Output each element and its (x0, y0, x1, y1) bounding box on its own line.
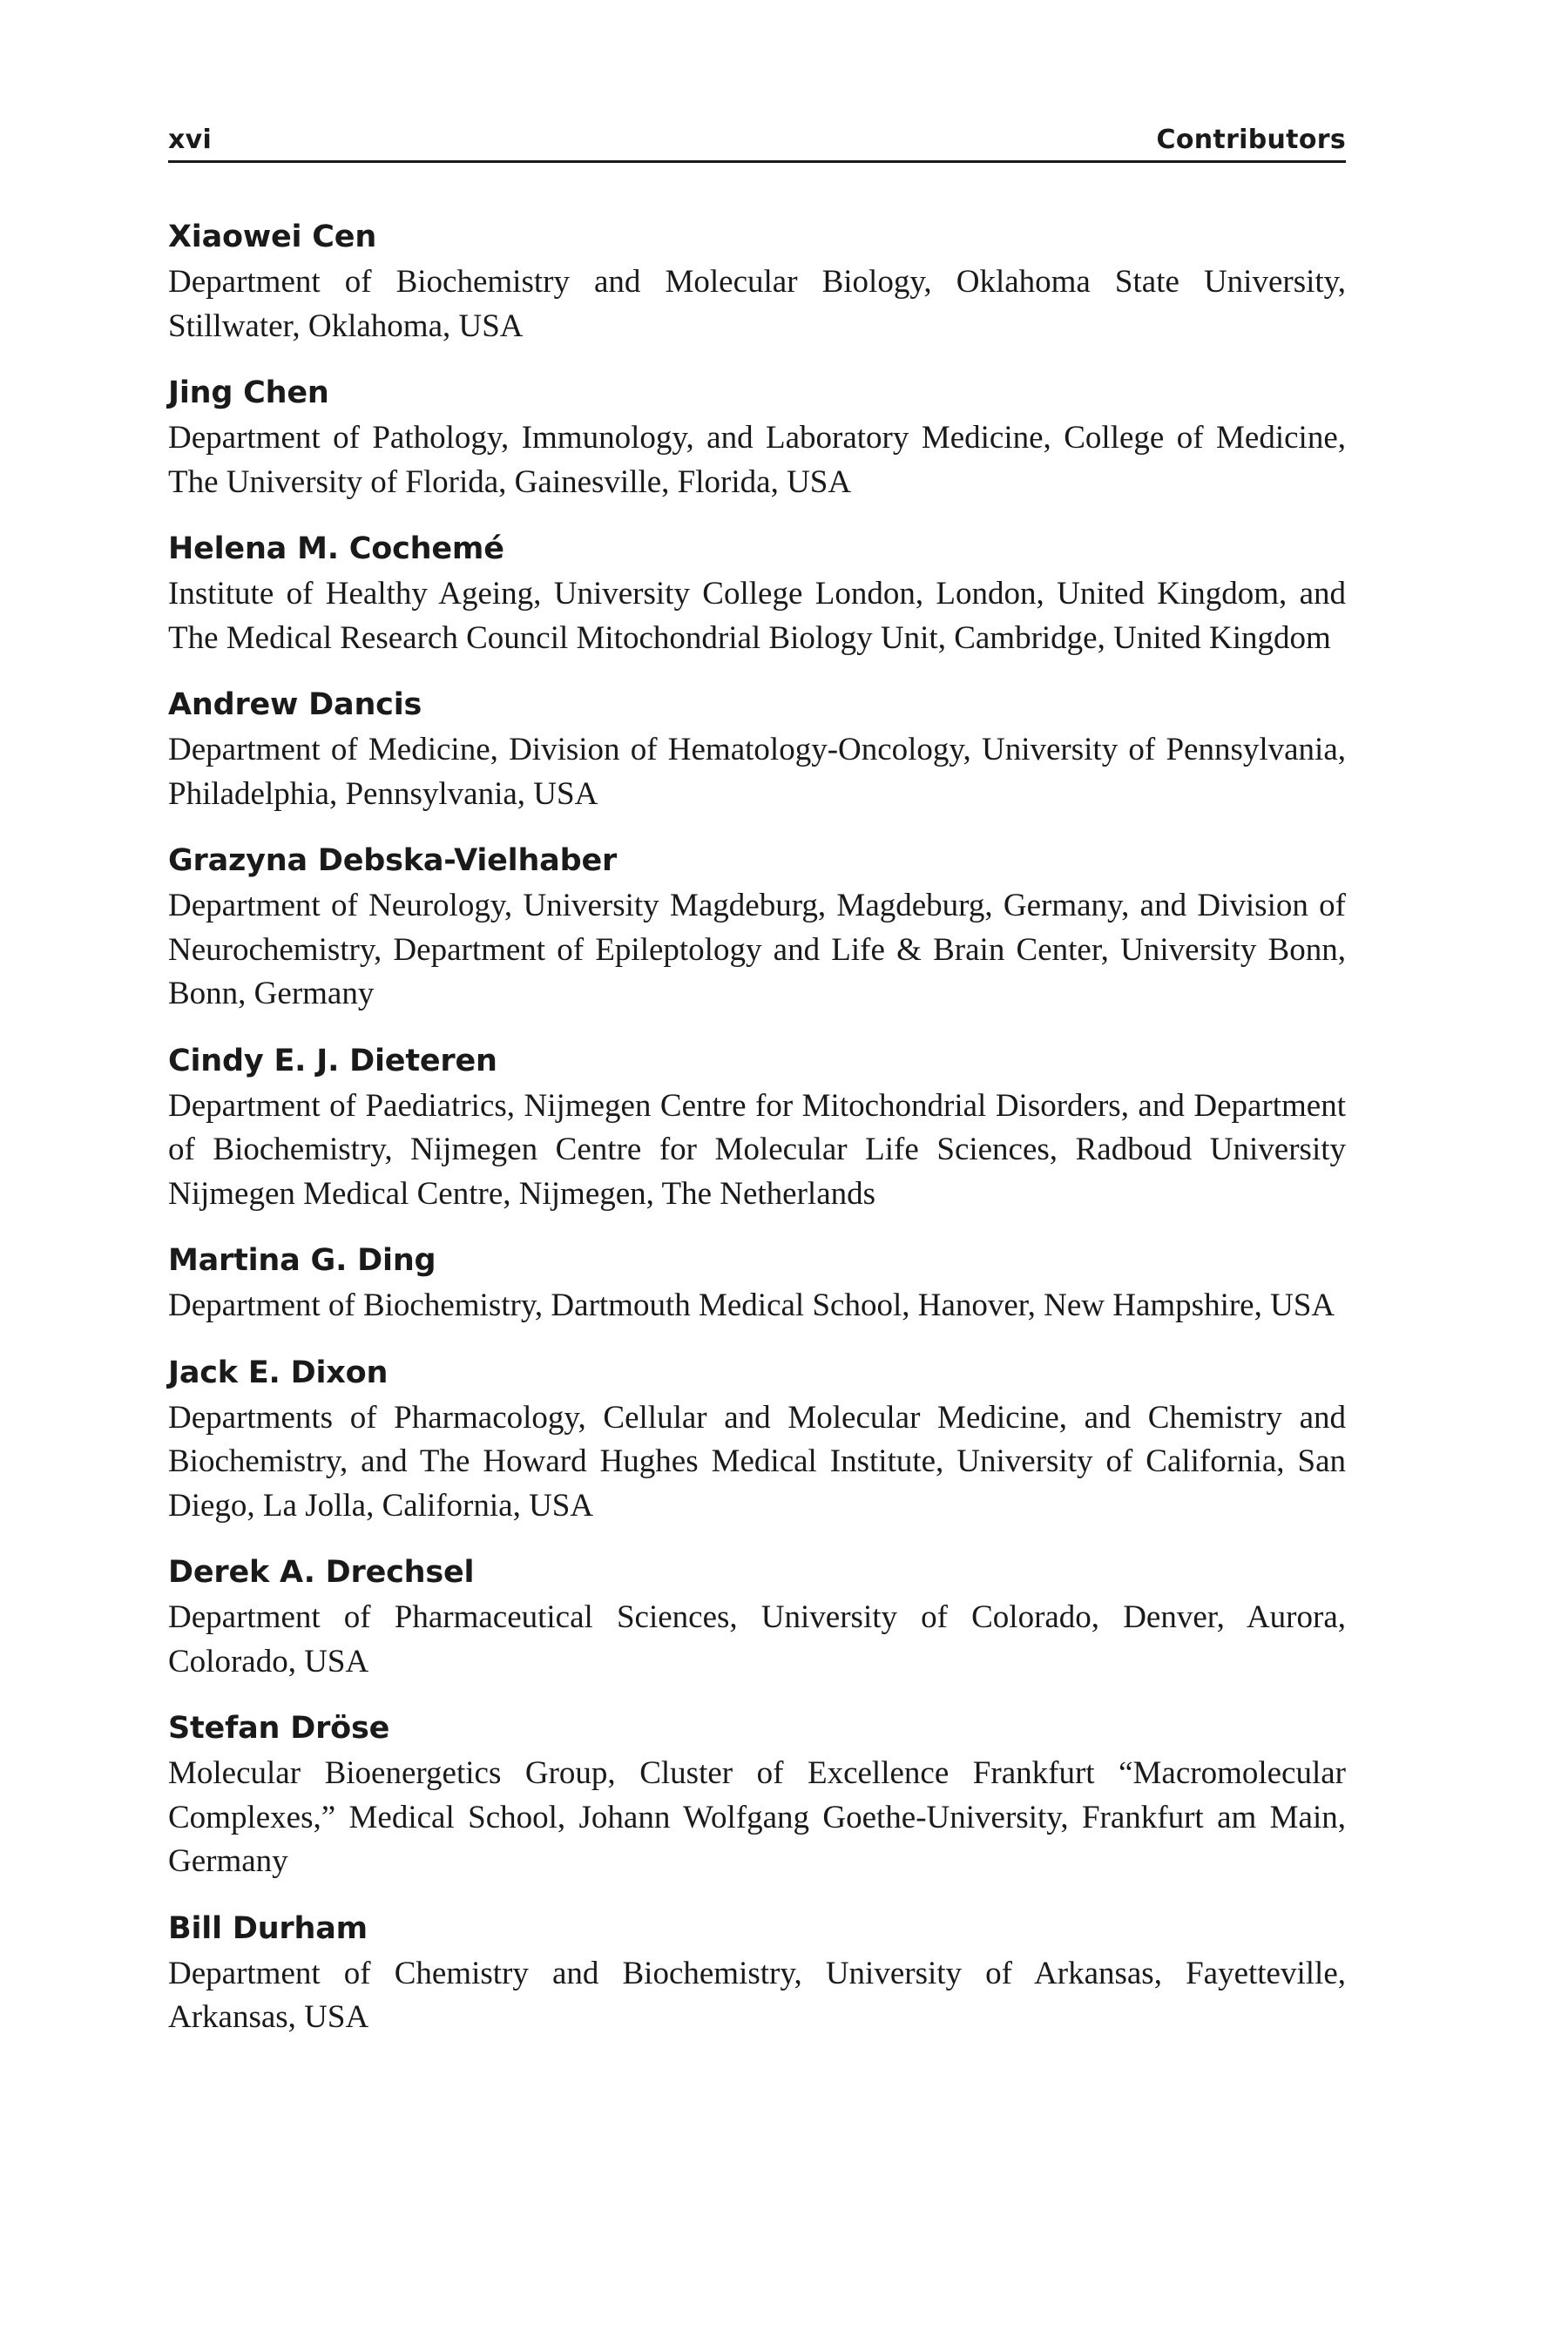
contributor-name: Cindy E. J. Dieteren (168, 1043, 497, 1078)
contributor-affiliation: Department of Neurology, University Magdeburg, Magdeburg, Germany, and Division of Neurochemistry, Department of Epileptology and Life & Brain Center, University Bonn, Bonn, Germany (168, 888, 1346, 1011)
contributor-entry (168, 1041, 1346, 1217)
page-number: xvi (168, 125, 213, 155)
running-title: Contributors (1156, 125, 1346, 155)
running-header (168, 112, 1346, 163)
contributor-affiliation: Department of Biochemistry, Dartmouth Medical School, Hanover, New Hampshire, USA (168, 1288, 1335, 1323)
contributor-entry (168, 841, 1346, 1017)
contributor-affiliation: Department of Paediatrics, Nijmegen Centre for Mitochondrial Disorders, and Department of Biochemistry, Nijmegen Centre for Molecular Life Sciences, Radboud University Nijmegen Medical Centre, Nijmegen, The Netherlands (168, 1087, 1346, 1212)
contributor-name: Bill Durham (168, 1910, 368, 1946)
contributor-name: Derek A. Drechsel (168, 1555, 475, 1590)
contributor-name: Xiaowei Cen (168, 220, 377, 254)
contributor-affiliation: Department of Pharmaceutical Sciences, University of Colorado, Denver, Aurora, Colorado, USA (168, 1599, 1346, 1680)
contributor-entry (168, 373, 1346, 504)
contributor-affiliation: Molecular Bioenergetics Group, Cluster of Excellence Frankfurt “Macromolecular Complexes,” Medical School, Johann Wolfgang Goethe-University, Frankfurt am Main, Germany (168, 1755, 1346, 1879)
contributor-affiliation: Department of Biochemistry and Molecular Biology, Oklahoma State University, Stillwater, Oklahoma, USA (168, 264, 1346, 344)
contributor-affiliation: Institute of Healthy Ageing, University College London, London, United Kingdom, and The Medical Research Council Mitochondrial Biology Unit, Cambridge, United Kingdom (168, 576, 1346, 656)
contributor-name: Jack E. Dixon (168, 1355, 389, 1390)
contributor-affiliation: Department of Pathology, Immunology, and Laboratory Medicine, College of Medicine, The University of Florida, Gainesville, Florida, USA (168, 420, 1346, 500)
contributor-name: Stefan Dröse (168, 1711, 390, 1746)
contributor-affiliation: Departments of Pharmacology, Cellular and Molecular Medicine, and Chemistry and Biochemistry, and The Howard Hughes Medical Institute, University of California, San Diego, La Jolla, California, USA (168, 1399, 1346, 1524)
contributor-entry (168, 1708, 1346, 1884)
contributor-name: Martina G. Ding (168, 1243, 436, 1278)
contributor-name: Helena M. Cochemé (168, 531, 504, 566)
contributor-entry (168, 1240, 1346, 1328)
contributor-entry (168, 1353, 1346, 1529)
contributor-entry (168, 529, 1346, 660)
book-page (168, 112, 1346, 2065)
contributor-list (168, 217, 1346, 2040)
contributor-name: Jing Chen (168, 375, 329, 410)
contributor-name: Andrew Dancis (168, 687, 422, 722)
contributor-entry (168, 685, 1346, 816)
contributor-entry (168, 1909, 1346, 2040)
contributor-entry (168, 1552, 1346, 1684)
contributor-affiliation: Department of Chemistry and Biochemistry, University of Arkansas, Fayetteville, Arkansas, USA (168, 1955, 1346, 2035)
contributor-entry (168, 217, 1346, 348)
contributor-affiliation: Department of Medicine, Division of Hematology-Oncology, University of Pennsylvania, Philadelphia, Pennsylvania, USA (168, 732, 1346, 812)
contributor-name: Grazyna Debska-Vielhaber (168, 843, 618, 878)
